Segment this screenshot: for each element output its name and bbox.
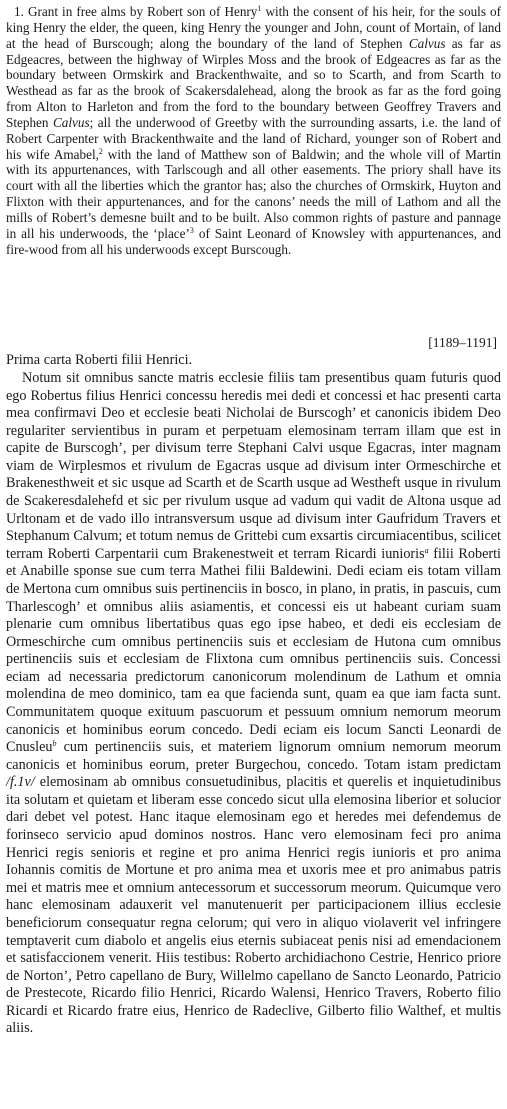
footnote-marker: 3 [189,225,194,235]
latin-charter-text [6,370,501,1038]
summary-text: ; all the underwood of Greetby with the surrounding assarts, i.e. the land of Robert Carpenter with Brackenthwaite and the land of Richard, younger son of Robert and his wife Amabel, [6,114,501,162]
latin-text: elemosinam ab omnibus consuetudinibus, placitis et querelis et inquietudinibus ita solutam et quietam et liberam esse concedo sicut ulla elemosina liberior et solucior dari debet vel potest. Hanc itaque elemosinam ego et heredes mei defendemus de forinseco servicio apud dominos nostros. Hanc vero elemosinam feci pro anima Henrici regis senioris et regine et pro anima Henrici regis iunioris et pro anima Iohannis comitis de Mortune et pro anima mea et uxoris mee et pro animabus patris mei et matris mee et omnium antecessorum et successorum meorum. Quicumque vero hanc elemosinam adauxerit vel manutenuerit per participacionem illius ecclesie beneficiorum consequatur regna celorum; qui vero in aliquo violaverit vel infringere temptaverit cum diabolo et angelis eius eternis subiaceat penis nisi ad emendacionem et satisfaccionem venerit. Hiis testibus: Roberto archidiachono Cestrie, Henrico priore de Norton’, Petro capellano de Bury, Willelmo capellano de Sancto Leonardo, Patricio de Prestecote, Ricardo filio Henrici, Ricardo Walensi, Henrico Travers, Roberto filio Ricardi et Ricardo fratre eius, Henrico de Radeclive, Gilberto filio Walthef, et multis aliis. [6,774,501,1037]
footnote-marker: 2 [98,146,103,156]
charter-date: [1189–1191] [428,335,497,350]
footnote-marker: 1 [257,4,262,13]
summary-text: as far as Edgeacres, between the highway of Wirples Moss and the brook of Edgeacres as far as the boundary between Ormskirk and Brackenthwaite, and so to Scarth, and from Scarth to Westhead as far as the brook of Scakersdalehead, along the brook as far as the ford going from Alton to Harleton and from the ford to the boundary between Geoffrey Travers and Stephen [6,35,502,130]
charter-heading: Prima carta Roberti filii Henrici. [6,352,193,368]
summary-text: with the consent of his heir, for the souls of king Henry the elder, the queen, king Henry the younger and John, count of Mortain, of land at the head of Burscough; along the boundary of the land of Stephen [6,4,502,51]
latin-text: cum pertinenciis suis, et materiem lignorum omnium nemorum meorum canonicis et hominibus eorum, preter Burgechou, concedo. Totam istam predictam [6,739,501,773]
entry-number: 1. [14,4,24,19]
summary-text: Grant in free alms by Robert son of Henry [27,4,258,19]
textual-note-marker: b [52,739,57,749]
english-summary [6,4,501,258]
textual-note-marker: a [424,545,429,555]
italic-name: Calvus [52,114,90,130]
summary-text: with the land of Matthew son of Baldwin; and the whole vill of Martin with its appurtenances, with Tarlscough and all other easements. The priory shall have its court with all the liberties which the grantor has; also the churches of Ormskirk, Huyton and Flixton with their appurtenances, and for the canons’ needs the mill of Lathom and all the mills of Robert’s demesne built and to be built. Also common rights of pasture and pannage in all his underwoods, the ‘place’ [6,146,502,241]
summary-text: of Saint Leonard of Knowsley with appurtenances, and fire-wood from all his underwoods except Burscough. [6,225,501,257]
latin-text: filii Roberti et Anabille sponse sue cum terra Mathei filii Baldewini. Dedi eciam eis totam villam de Mertona cum omnibus suis pertinenciis in bosco, in plano, in pratis, in pascuis, cum Tharlescogh’ et omnibus aliis asiamentis, et concessi eis ut habeant curiam suam plenarie cum omnibus libertatibus quas ego ipse habeo, et dedi eis ecclesiam de Ormeschirche cum omnibus pertinenciis suis et ecclesiam de Hutona cum omnibus pertinenciis suis et ecclesiam de Flixtona cum omnibus pertinenciis suis. Concessi eciam ad necessaria predictorum canonicorum molendinum de Lathum et omnia molendina de meo dominico, tam ea que facienda sunt, quam ea que iam facta sunt. Communitatem quoque exituum pascuorum et pessuum omnium nemorum meorum canonicis et hominibus eorum concedo. Dedi eciam eis locum Sancti Leonardi de Cnusleu [6,545,501,756]
italic-name: Calvus [408,35,446,51]
latin-text: Notum sit omnibus sancte matris ecclesie filiis tam presentibus quam futuris quod ego Robertus filius Henrici concessu heredis mei dedi et concessi et hac presenti carta mea confirmavi Deo et ecclesie beati Nicholai de Burscogh’ et canonicis ibidem Deo regulariter servientibus in puram et perpetuam elemosinam terram illam que est in capite de Burscogh’, per divisum terre Stephani Calvi usque Egacras, inter magnam viam de Wirplesmos et rivulum de Egacras usque ad divisum inter Ormeschirche et Brakenesthweit et sic usque ad Scarth et de Scarth usque ad Westheft usque in rivulum de Scakeresdalehefd et sic per rivulum usque ad vadum qui vadit de Altona usque ad Urltonam et de vado illo intransversum usque ad divisum inter Gaufridum Travers et Stephanum Calvum; et totum nemus de Grittebi cum exsartis circumiacentibus, scilicet terram Roberti Carpentarii cum Brakenestweit et terram Ricardi iunioris [6,370,501,562]
folio-marker: /f.1v/ [6,774,35,791]
